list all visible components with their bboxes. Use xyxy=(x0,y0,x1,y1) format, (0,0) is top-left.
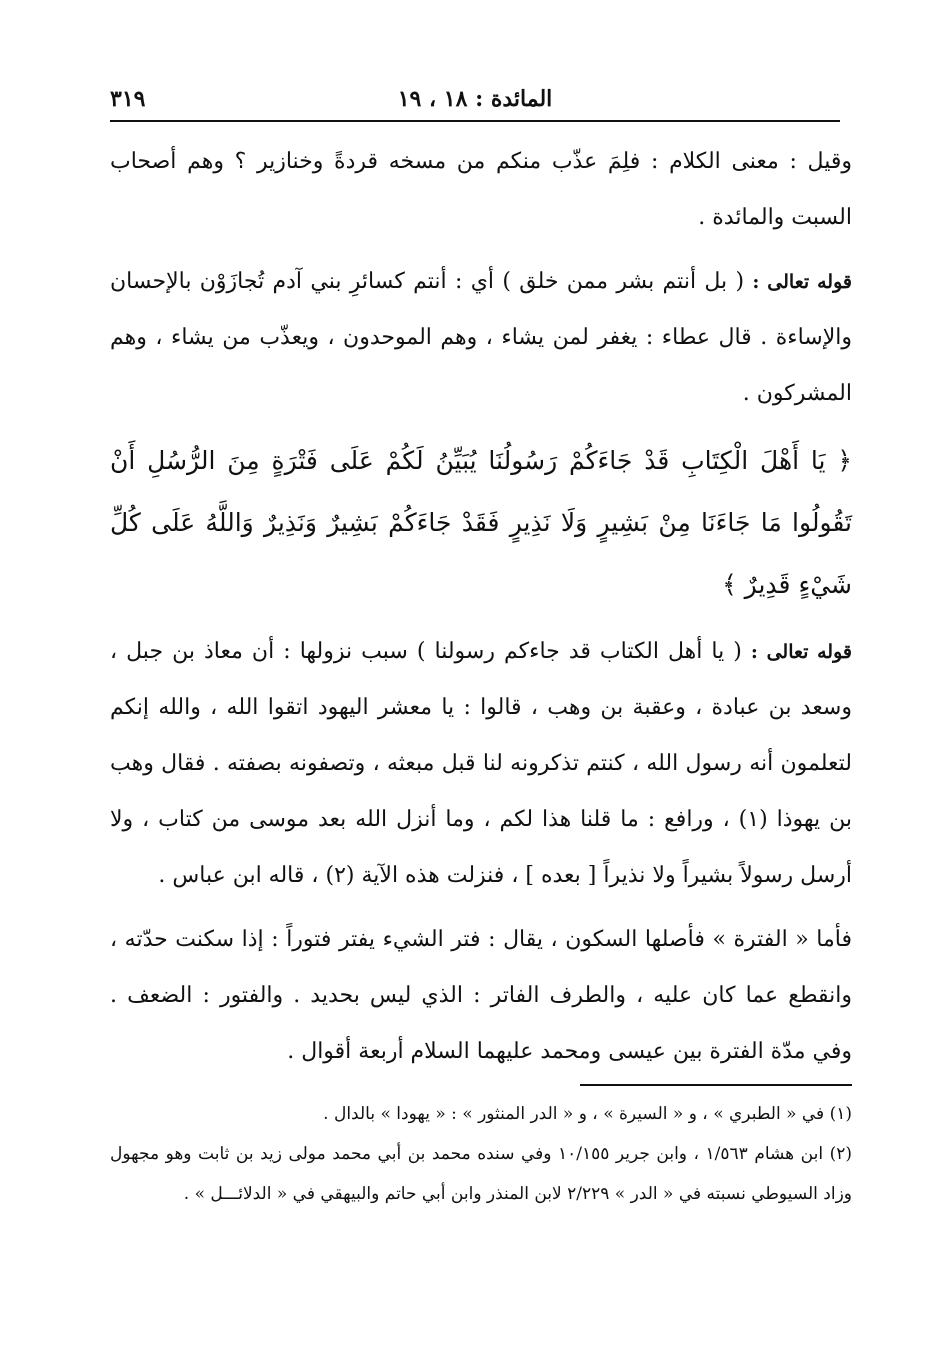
footnote-rule xyxy=(580,1084,852,1086)
quran-verse: ﴿ يَا أَهْلَ الْكِتَابِ قَدْ جَاءَكُمْ رَسُولُنَا يُبَيِّنُ لَكُمْ عَلَى فَتْرَةٍ مِنَ الرُّسُلِ أَنْ تَقُولُوا مَا جَاءَنَا مِنْ بَشِيرٍ وَلَا نَذِيرٍ فَقَدْ جَاءَكُمْ بَشِيرٌ وَنَذِيرٌ وَاللَّهُ عَلَى كُلِّ شَيْءٍ قَدِيرٌ ﴾ xyxy=(110,446,852,599)
paragraph-text: وقيل : معنى الكلام : فلِمَ عذّب منكم من مسخه قردةً وخنازير ؟ وهم أصحاب السبت والمائدة . xyxy=(110,149,852,230)
body-text xyxy=(110,134,852,1080)
paragraph-1 xyxy=(110,134,852,246)
paragraph-2 xyxy=(110,254,852,422)
paragraph-text: ( يا أهل الكتاب قد جاءكم رسولنا ) سبب نزولها : أن معاذ بن جبل ، وسعد بن عبادة ، وعقبة بن وهب ، قالوا : يا معشر اليهود اتقوا الله ، والله إنكم لتعلمون أنه رسول الله ، كنتم تذكرونه لنا قبل مبعثه ، وتصفونه بصفته . فقال وهب بن يهوذا (١) ، ورافع : ما قلنا هذا لكم ، وما أنزل الله بعد موسى من كتاب ، ولا أرسل رسولاً بشيراً ولا نذيراً [ بعده ] ، فنزلت هذه الآية (٢) ، قاله ابن عباس . xyxy=(110,639,852,888)
page-header xyxy=(110,82,840,122)
paragraph-3 xyxy=(110,624,852,904)
paragraph-text: ( بل أنتم بشر ممن خلق ) أي : أنتم كسائرِ بني آدم تُجازَوْن بالإحسان والإساءة . قال عطاء : يغفر لمن يشاء ، وهم الموحدون ، ويعذّب من يشاء ، وهم المشركون . xyxy=(110,269,852,406)
footnote-1: (١) في « الطبري » ، و « السيرة » ، و « الدر المنثور » : « يهودا » بالدال . xyxy=(323,1104,852,1124)
footnote-2: (٢) ابن هشام ١/٥٦٣ ، وابن جرير ١٠/١٥٥ وفي سنده محمد بن أبي محمد مولى زيد بن ثابت وهو مجهول وزاد السيوطي نسبته في « الدر » ٢/٢٢٩ لابن المنذر وابن أبي حاتم والبيهقي في « الدلائـــل » . xyxy=(110,1144,852,1204)
paragraph-4 xyxy=(110,912,852,1080)
paragraph-lead: قوله تعالى : xyxy=(752,271,852,293)
header-rule xyxy=(110,120,840,122)
page-number: ٣١٩ xyxy=(110,86,146,112)
paragraph-text: فأما « الفترة » فأصلها السكون ، يقال : فتر الشيء يفتر فتوراً : إذا سكنت حدّته ، وانقطع عما كان عليه ، والطرف الفاتر : الذي ليس بحديد . والفتور : الضعف . وفي مدّة الفترة بين عيسى ومحمد عليهما السلام أربعة أقوال . xyxy=(110,927,852,1064)
paragraph-lead: قوله تعالى : xyxy=(750,641,852,663)
running-head: المائدة : ١٨ ، ١٩ xyxy=(397,86,553,112)
footnotes xyxy=(110,1094,852,1214)
